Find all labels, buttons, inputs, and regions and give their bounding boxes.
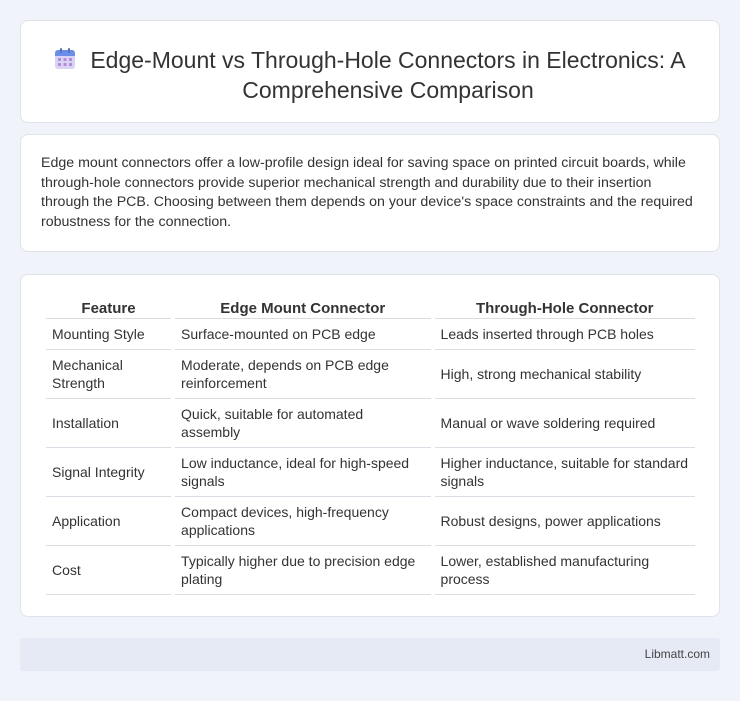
feature-cell: Cost	[46, 546, 171, 595]
comparison-table	[42, 298, 699, 595]
table-row	[46, 546, 695, 595]
feature-cell: Installation	[46, 399, 171, 448]
edge-mount-cell: Compact devices, high-frequency applications	[175, 497, 430, 546]
feature-cell: Signal Integrity	[46, 448, 171, 497]
table-row	[46, 350, 695, 399]
title-card	[20, 20, 720, 123]
through-hole-cell: Robust designs, power applications	[435, 497, 695, 546]
table-header-row	[46, 298, 695, 319]
header-feature: Feature	[46, 298, 171, 319]
intro-paragraph: Edge mount connectors offer a low-profile design ideal for saving space on printed circuit boards, while through-hole connectors provide superior mechanical strength and durability due to their insertion through the PCB. Choosing between them depends on your device's space constraints and the required robustness for the connection.	[41, 155, 693, 230]
edge-mount-cell: Low inductance, ideal for high-speed signals	[175, 448, 430, 497]
through-hole-cell: Lower, established manufacturing process	[435, 546, 695, 595]
comparison-table-card	[20, 274, 720, 617]
page-title: Edge-Mount vs Through-Hole Connectors in Electronics: A Comprehensive Comparison	[90, 47, 686, 103]
edge-mount-cell: Moderate, depends on PCB edge reinforcement	[175, 350, 430, 399]
table-row	[46, 319, 695, 350]
through-hole-cell: Manual or wave soldering required	[435, 399, 695, 448]
header-through-hole: Through-Hole Connector	[435, 298, 695, 319]
header-edge-mount: Edge Mount Connector	[175, 298, 430, 319]
footer	[20, 638, 720, 671]
edge-mount-cell: Typically higher due to precision edge plating	[175, 546, 430, 595]
feature-cell: Mechanical Strength	[46, 350, 171, 399]
through-hole-cell: Leads inserted through PCB holes	[435, 319, 695, 350]
table-row	[46, 497, 695, 546]
footer-site-link[interactable]: Libmatt.com	[644, 647, 710, 661]
edge-mount-cell: Surface-mounted on PCB edge	[175, 319, 430, 350]
through-hole-cell: Higher inductance, suitable for standard signals	[435, 448, 695, 497]
feature-cell: Mounting Style	[46, 319, 171, 350]
intro-card	[20, 134, 720, 252]
edge-mount-cell: Quick, suitable for automated assembly	[175, 399, 430, 448]
table-row	[46, 448, 695, 497]
through-hole-cell: High, strong mechanical stability	[435, 350, 695, 399]
table-row	[46, 399, 695, 448]
feature-cell: Application	[46, 497, 171, 546]
